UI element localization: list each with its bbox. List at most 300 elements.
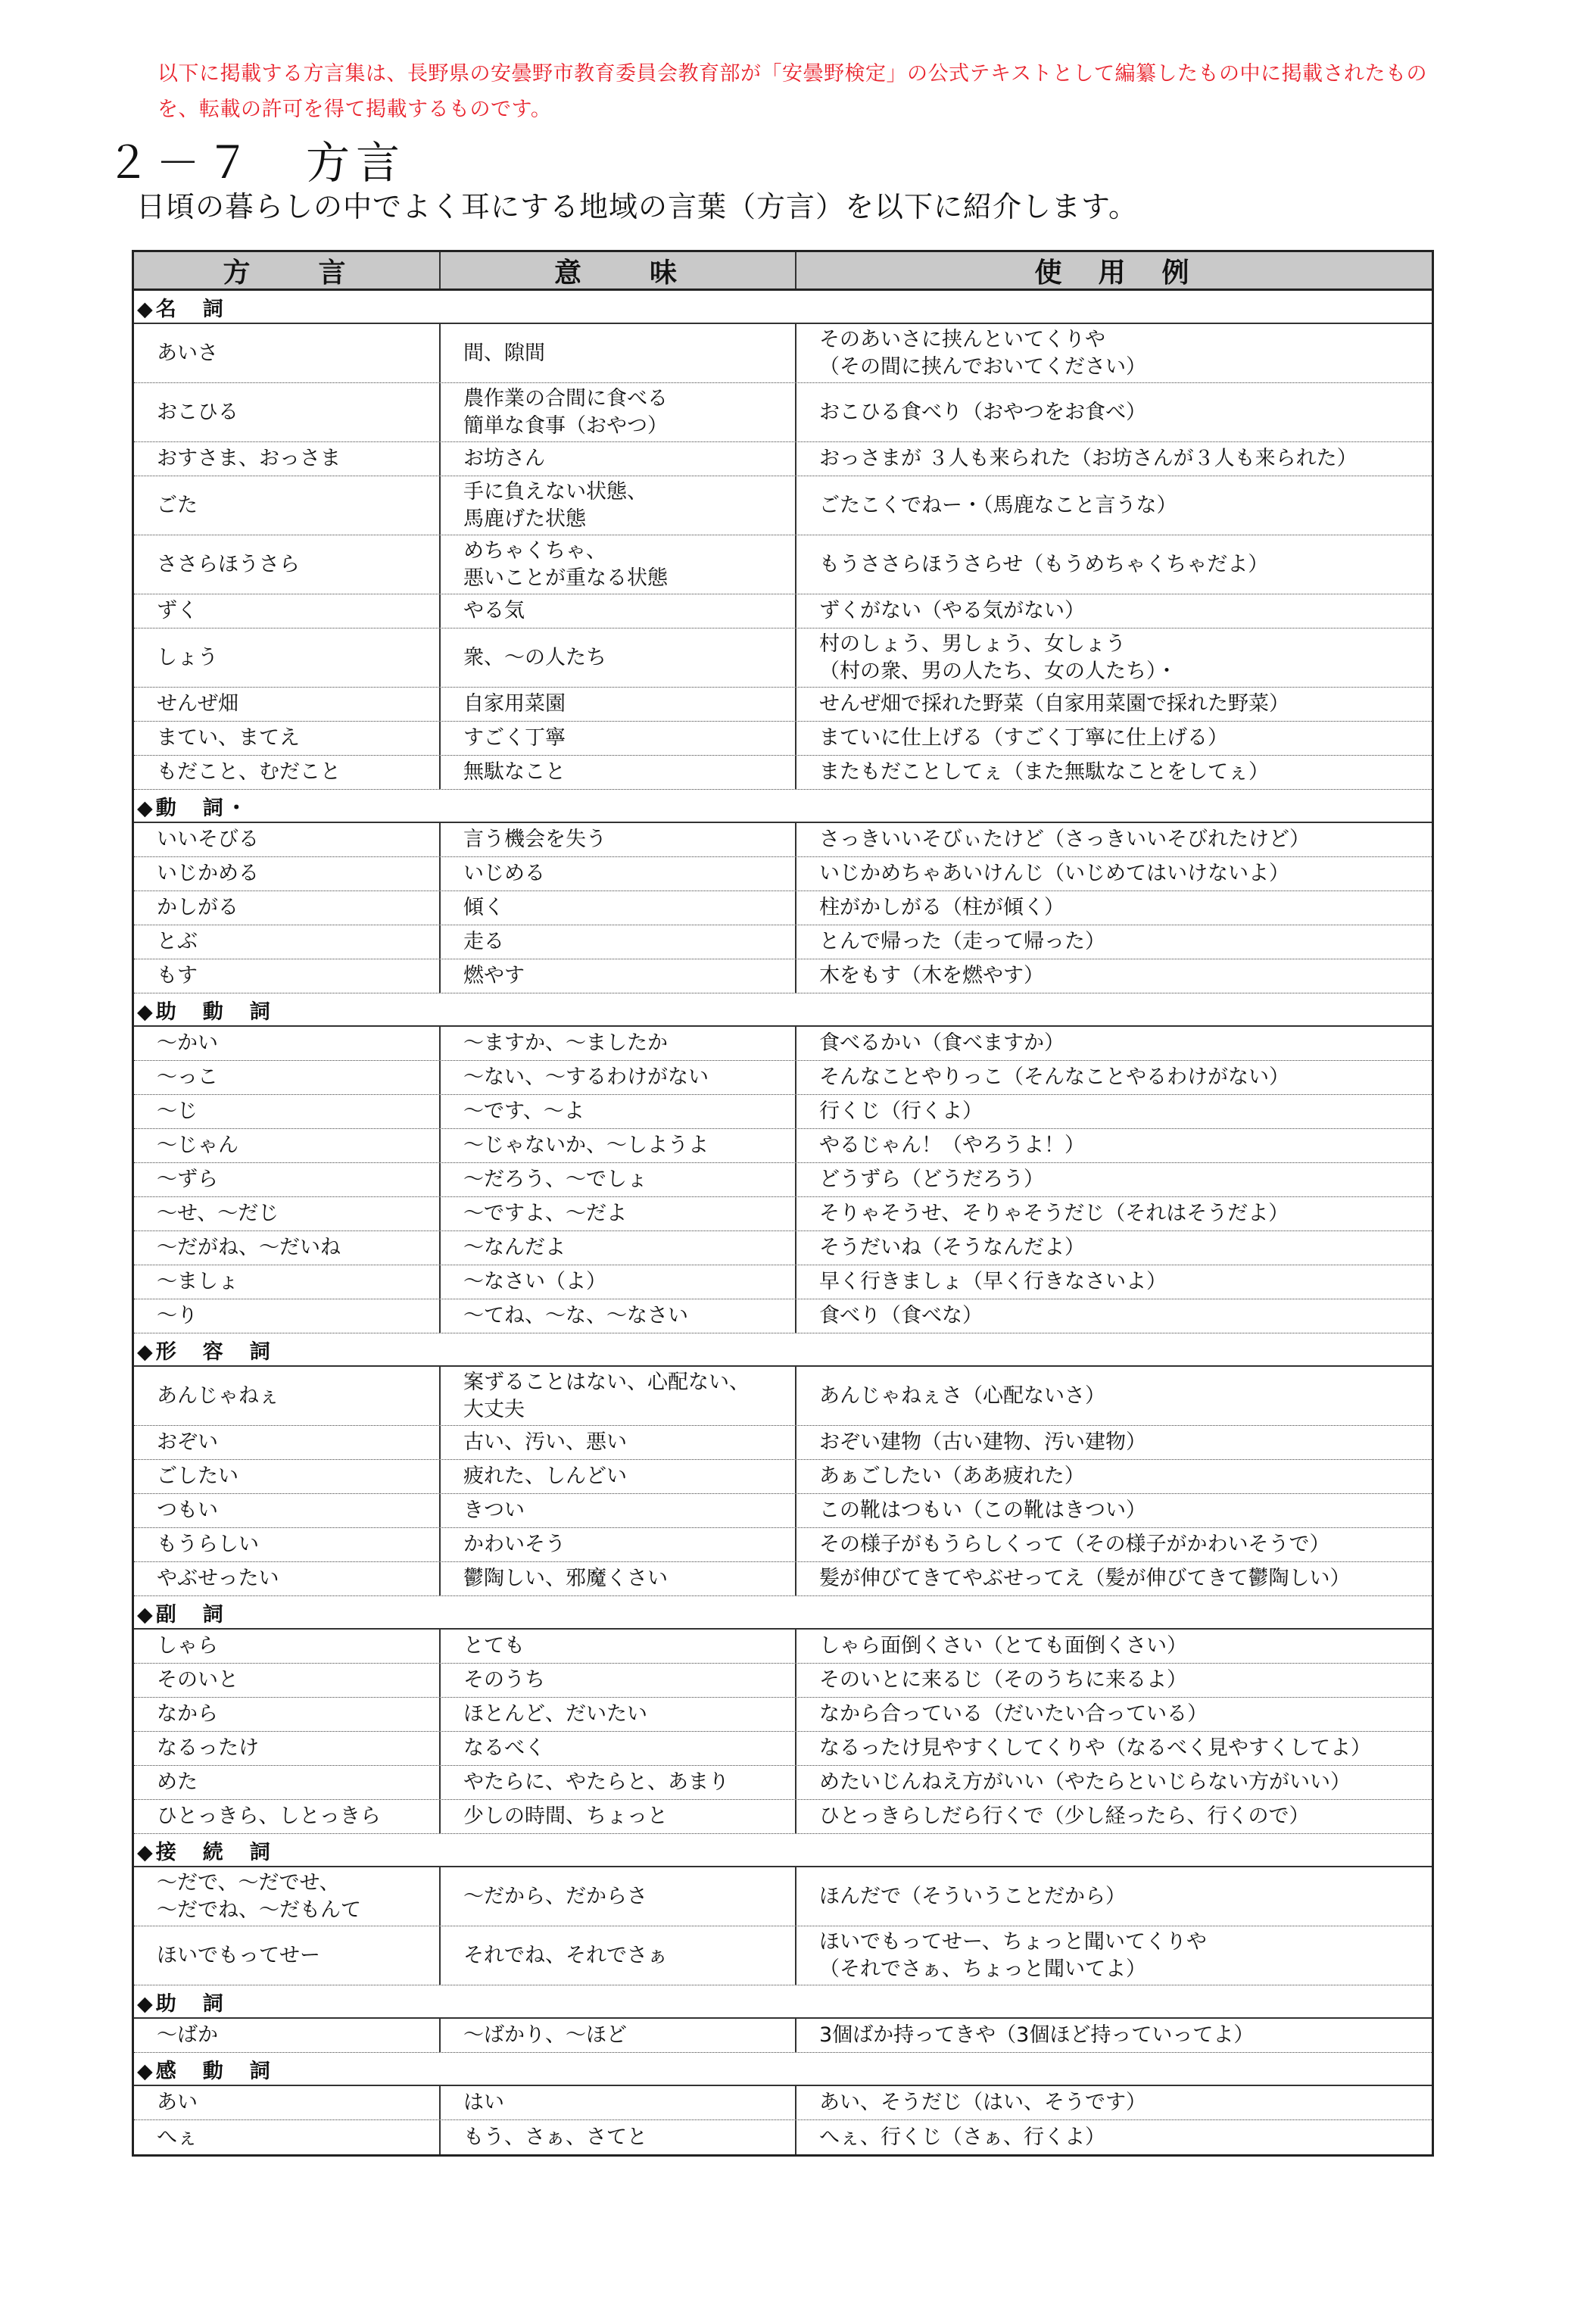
table-row bbox=[134, 1562, 1432, 1596]
example-cell-line: （その間に挟んでおいてください） bbox=[819, 354, 1146, 379]
dialect-cell-line: もだこと、むだこと bbox=[157, 760, 341, 784]
example-cell bbox=[796, 1265, 1432, 1299]
meaning-cell-line: やる気 bbox=[463, 599, 525, 622]
meaning-cell-line: ～なんだよ bbox=[463, 1236, 566, 1259]
dialect-cell-line: へぇ bbox=[157, 2125, 198, 2149]
dialect-cell bbox=[134, 1061, 441, 1094]
meaning-cell-line: 傾く bbox=[463, 896, 504, 919]
meaning-cell bbox=[441, 1095, 796, 1128]
example-cell bbox=[796, 2086, 1432, 2119]
dialect-cell-line: ひとっきら、しとっきら bbox=[157, 1804, 381, 1828]
example-cell-line: そのいとに来るじ（そのうちに来るよ） bbox=[819, 1668, 1187, 1692]
dialect-cell-line: いじかめる bbox=[157, 862, 259, 885]
example-cell-line: （村の衆、男の人たち、女の人たち）・ bbox=[819, 659, 1177, 683]
example-cell-line: いじかめちゃあいけんじ（いじめてはいけないよ） bbox=[819, 862, 1289, 885]
meaning-cell-line: 間、隙間 bbox=[463, 341, 545, 365]
meaning-cell bbox=[441, 1562, 796, 1595]
dialect-cell-line: ～り bbox=[157, 1304, 198, 1327]
table-row bbox=[134, 1299, 1432, 1333]
example-cell bbox=[796, 756, 1432, 789]
dialect-cell bbox=[134, 1867, 441, 1926]
meaning-cell bbox=[441, 1528, 796, 1561]
table-row bbox=[134, 442, 1432, 476]
table-header bbox=[134, 252, 1432, 291]
meaning-cell-line: 自家用菜園 bbox=[463, 692, 566, 716]
header-dialect: 方 言 bbox=[134, 252, 441, 289]
category-header: ◆形 容 詞 bbox=[134, 1333, 1432, 1367]
dialect-cell bbox=[134, 2120, 441, 2154]
example-cell-line: ほいでもってせー、ちょっと聞いてくりや bbox=[819, 1929, 1207, 1954]
meaning-cell bbox=[441, 1664, 796, 1697]
example-cell-line: まていに仕上げる（すごく丁寧に仕上げる） bbox=[819, 726, 1228, 750]
meaning-cell-line: もう、さぁ、さてと bbox=[463, 2125, 647, 2149]
example-cell-line: へぇ、行くじ（さぁ、行くよ） bbox=[819, 2125, 1105, 2149]
dialect-cell bbox=[134, 857, 441, 890]
example-cell-line: なるったけ見やすくしてくりや（なるべく見やすくしてよ） bbox=[819, 1736, 1371, 1760]
dialect-cell bbox=[134, 925, 441, 959]
category-header: ◆感 動 詞 bbox=[134, 2053, 1432, 2086]
dialect-table bbox=[132, 250, 1434, 2157]
meaning-cell bbox=[441, 1129, 796, 1162]
example-cell bbox=[796, 324, 1432, 382]
header-meaning: 意 味 bbox=[441, 252, 796, 289]
meaning-cell-line: そのうち bbox=[463, 1668, 545, 1692]
example-cell bbox=[796, 442, 1432, 476]
example-cell-line: あい、そうだじ（はい、そうです） bbox=[819, 2091, 1146, 2114]
dialect-cell bbox=[134, 476, 441, 535]
table-row bbox=[134, 324, 1432, 383]
dialect-cell-line: そのいと bbox=[157, 1668, 238, 1692]
table-row bbox=[134, 1494, 1432, 1528]
dialect-cell-line: いいそびる bbox=[157, 828, 259, 851]
dialect-cell bbox=[134, 1231, 441, 1265]
dialect-cell-line: もす bbox=[157, 964, 198, 987]
dialect-cell bbox=[134, 1562, 441, 1595]
example-cell bbox=[796, 722, 1432, 755]
dialect-cell-line: ごた bbox=[157, 493, 198, 517]
category-header: ◆名 詞 bbox=[134, 291, 1432, 324]
table-row bbox=[134, 1426, 1432, 1460]
meaning-cell-line: ～ばかり、～ほど bbox=[463, 2023, 627, 2047]
dialect-cell bbox=[134, 823, 441, 856]
category-header: ◆助 詞 bbox=[134, 1985, 1432, 2019]
section-title bbox=[106, 127, 406, 191]
dialect-cell bbox=[134, 1664, 441, 1697]
table-row bbox=[134, 383, 1432, 442]
dialect-cell-line: なから bbox=[157, 1702, 218, 1726]
example-cell-line: さっきいいそびぃたけど（さっきいいそびれたけど） bbox=[819, 828, 1310, 851]
dialect-cell bbox=[134, 1732, 441, 1765]
example-cell bbox=[796, 1299, 1432, 1333]
intro-text: 日頃の暮らしの中でよく耳にする地域の言葉（方言）を以下に紹介します。 bbox=[136, 190, 1138, 223]
meaning-cell bbox=[441, 1800, 796, 1833]
meaning-cell bbox=[441, 1061, 796, 1094]
dialect-cell-line: あんじゃねぇ bbox=[157, 1383, 279, 1408]
example-cell bbox=[796, 1664, 1432, 1697]
example-cell bbox=[796, 1460, 1432, 1493]
table-row bbox=[134, 1163, 1432, 1197]
dialect-cell bbox=[134, 1494, 441, 1527]
table-row bbox=[134, 1231, 1432, 1265]
table-row bbox=[134, 1061, 1432, 1095]
example-cell-line: 早く行きましょ（早く行きなさいよ） bbox=[819, 1270, 1167, 1293]
example-cell-line: そんなことやりっこ（そんなことやるわけがない） bbox=[819, 1065, 1289, 1089]
dialect-cell bbox=[134, 594, 441, 628]
meaning-cell-line: 少しの時間、ちょっと bbox=[463, 1804, 668, 1828]
example-cell-line: もうささらほうさらせ（もうめちゃくちゃだよ） bbox=[819, 552, 1269, 576]
dialect-cell-line: ごしたい bbox=[157, 1464, 238, 1488]
category-header: ◆動 詞・ bbox=[134, 790, 1432, 823]
meaning-cell bbox=[441, 722, 796, 755]
example-cell bbox=[796, 891, 1432, 925]
meaning-cell bbox=[441, 1027, 796, 1060]
table-row bbox=[134, 1129, 1432, 1163]
example-cell-line: そうだいね（そうなんだよ） bbox=[819, 1236, 1085, 1259]
dialect-cell bbox=[134, 688, 441, 721]
dialect-cell bbox=[134, 1460, 441, 1493]
meaning-cell-line: 走る bbox=[463, 930, 504, 953]
example-cell-line: その様子がもうらしくって（その様子がかわいそうで） bbox=[819, 1533, 1330, 1556]
meaning-cell bbox=[441, 1698, 796, 1731]
meaning-cell-line: とても bbox=[463, 1634, 525, 1658]
example-cell bbox=[796, 1163, 1432, 1196]
dialect-cell bbox=[134, 2019, 441, 2052]
dialect-cell bbox=[134, 1095, 441, 1128]
meaning-cell bbox=[441, 1494, 796, 1527]
dialect-cell-line: ほいでもってせー bbox=[157, 1943, 320, 1967]
dialect-cell bbox=[134, 1027, 441, 1060]
meaning-cell-line: 手に負えない状態、 bbox=[463, 479, 647, 504]
meaning-cell bbox=[441, 1732, 796, 1765]
example-cell bbox=[796, 1766, 1432, 1799]
dialect-cell-line: ～だでね、～だもんて bbox=[157, 1898, 361, 1922]
dialect-cell bbox=[134, 1129, 441, 1162]
example-cell-line: 行くじ（行くよ） bbox=[819, 1099, 983, 1123]
table-row bbox=[134, 535, 1432, 594]
example-cell-line: おこひる食べり（おやつをお食べ） bbox=[819, 400, 1146, 424]
example-cell-line: 食べり（食べな） bbox=[819, 1304, 983, 1327]
dialect-cell-line: せんぜ畑 bbox=[157, 692, 238, 716]
meaning-cell-line: かわいそう bbox=[463, 1533, 566, 1556]
dialect-cell bbox=[134, 1265, 441, 1299]
dialect-cell-line: あいさ bbox=[157, 341, 218, 365]
dialect-cell bbox=[134, 1299, 441, 1333]
meaning-cell-line: ～だから、だからさ bbox=[463, 1884, 647, 1908]
table-row bbox=[134, 476, 1432, 535]
example-cell-line: とんで帰った（走って帰った） bbox=[819, 930, 1105, 953]
dialect-cell-line: まてい、まてえ bbox=[157, 726, 300, 750]
dialect-cell bbox=[134, 1426, 441, 1459]
section-heading: 方言 bbox=[306, 137, 407, 189]
example-cell bbox=[796, 857, 1432, 890]
dialect-cell bbox=[134, 1367, 441, 1425]
dialect-cell-line: ～だで、～だでせ、 bbox=[157, 1870, 340, 1895]
category-header: ◆副 詞 bbox=[134, 1596, 1432, 1630]
meaning-cell-line: 燃やす bbox=[463, 964, 525, 987]
example-cell bbox=[796, 1494, 1432, 1527]
dialect-cell-line: ～ばか bbox=[157, 2023, 218, 2047]
dialect-cell-line: おこひる bbox=[157, 400, 238, 424]
example-cell bbox=[796, 1800, 1432, 1833]
dialect-cell bbox=[134, 756, 441, 789]
meaning-cell-line: すごく丁寧 bbox=[463, 726, 566, 750]
example-cell bbox=[796, 1732, 1432, 1765]
meaning-cell-line: 言う機会を失う bbox=[463, 828, 606, 851]
dialect-cell bbox=[134, 2086, 441, 2119]
example-cell-line: 3個ばか持ってきや（3個ほど持っていってよ） bbox=[819, 2023, 1255, 2047]
table-row bbox=[134, 722, 1432, 756]
example-cell-line: せんぜ畑で採れた野菜（自家用菜園で採れた野菜） bbox=[819, 692, 1289, 716]
dialect-cell-line: ～ましょ bbox=[157, 1270, 238, 1293]
table-row bbox=[134, 2120, 1432, 2154]
dialect-cell bbox=[134, 628, 441, 687]
meaning-cell bbox=[441, 959, 796, 993]
dialect-cell-line: つもい bbox=[157, 1499, 218, 1522]
meaning-cell bbox=[441, 1163, 796, 1196]
example-cell-line: 柱がかしがる（柱が傾く） bbox=[819, 896, 1065, 919]
meaning-cell-line: 農作業の合間に食べる bbox=[463, 386, 668, 410]
example-cell bbox=[796, 823, 1432, 856]
example-cell bbox=[796, 1630, 1432, 1663]
table-row bbox=[134, 823, 1432, 857]
example-cell-line: ひとっきらしだら行くで（少し経ったら、行くので） bbox=[819, 1804, 1310, 1828]
example-cell-line: ほんだで（そういうことだから） bbox=[819, 1884, 1126, 1908]
table-row bbox=[134, 1095, 1432, 1129]
example-cell-line: なから合っている（だいたい合っている） bbox=[819, 1702, 1208, 1726]
dialect-cell bbox=[134, 1926, 441, 1985]
table-row bbox=[134, 959, 1432, 993]
meaning-cell bbox=[441, 324, 796, 382]
meaning-cell-line: 衆、～の人たち bbox=[463, 645, 606, 669]
meaning-cell bbox=[441, 1231, 796, 1265]
meaning-cell-line: いじめる bbox=[463, 862, 545, 885]
example-cell-line: おぞい建物（古い建物、汚い建物） bbox=[819, 1430, 1146, 1454]
meaning-cell-line: きつい bbox=[463, 1499, 525, 1522]
example-cell bbox=[796, 383, 1432, 441]
example-cell bbox=[796, 2019, 1432, 2052]
table-row bbox=[134, 1197, 1432, 1231]
table-row bbox=[134, 1460, 1432, 1494]
table-row bbox=[134, 1027, 1432, 1061]
meaning-cell bbox=[441, 1630, 796, 1663]
example-cell bbox=[796, 1197, 1432, 1230]
example-cell bbox=[796, 925, 1432, 959]
example-cell bbox=[796, 1061, 1432, 1094]
meaning-cell-line: ～なさい（よ） bbox=[463, 1270, 606, 1293]
meaning-cell-line: 疲れた、しんどい bbox=[463, 1464, 627, 1488]
table-row bbox=[134, 1800, 1432, 1834]
example-cell bbox=[796, 959, 1432, 993]
example-cell bbox=[796, 1926, 1432, 1985]
example-cell bbox=[796, 628, 1432, 687]
example-cell-line: ずくがない（やる気がない） bbox=[819, 599, 1085, 622]
table-row bbox=[134, 688, 1432, 722]
meaning-cell bbox=[441, 1867, 796, 1926]
dialect-cell-line: ささらほうさら bbox=[157, 552, 300, 576]
meaning-cell bbox=[441, 1426, 796, 1459]
table-row bbox=[134, 756, 1432, 790]
example-cell-line: 木をもす（木を燃やす） bbox=[819, 964, 1044, 987]
table-row bbox=[134, 1630, 1432, 1664]
meaning-cell bbox=[441, 442, 796, 476]
meaning-cell bbox=[441, 2120, 796, 2154]
meaning-cell-line: お坊さん bbox=[463, 447, 545, 470]
meaning-cell-line: やたらに、やたらと、あまり bbox=[463, 1770, 729, 1794]
dialect-cell-line: しょう bbox=[157, 645, 218, 669]
example-cell bbox=[796, 1129, 1432, 1162]
dialect-cell bbox=[134, 535, 441, 594]
meaning-cell-line: 悪いことが重なる状態 bbox=[463, 566, 668, 590]
meaning-cell-line: それでね、それでさぁ bbox=[463, 1943, 668, 1967]
table-row bbox=[134, 628, 1432, 688]
meaning-cell-line: ～ない、～するわけがない bbox=[463, 1065, 709, 1089]
meaning-cell bbox=[441, 1299, 796, 1333]
table-row bbox=[134, 891, 1432, 925]
meaning-cell bbox=[441, 476, 796, 535]
table-row bbox=[134, 1698, 1432, 1732]
meaning-cell bbox=[441, 925, 796, 959]
table-row bbox=[134, 1926, 1432, 1985]
example-cell-line: またもだことしてぇ（また無駄なことをしてぇ） bbox=[819, 760, 1269, 784]
meaning-cell-line: ～ですよ、～だよ bbox=[463, 1202, 627, 1225]
meaning-cell-line: ほとんど、だいたい bbox=[463, 1702, 647, 1726]
dialect-cell-line: めた bbox=[157, 1770, 198, 1794]
dialect-cell-line: ～だがね、～だいね bbox=[157, 1236, 341, 1259]
meaning-cell bbox=[441, 1265, 796, 1299]
meaning-cell bbox=[441, 1766, 796, 1799]
example-cell bbox=[796, 1027, 1432, 1060]
dialect-cell bbox=[134, 1163, 441, 1196]
example-cell bbox=[796, 2120, 1432, 2154]
meaning-cell-line: 簡単な食事（おやつ） bbox=[463, 413, 668, 438]
dialect-cell bbox=[134, 1698, 441, 1731]
dialect-cell bbox=[134, 383, 441, 441]
dialect-cell bbox=[134, 1766, 441, 1799]
example-cell bbox=[796, 535, 1432, 594]
meaning-cell-line: ～てね、～な、～なさい bbox=[463, 1304, 688, 1327]
dialect-cell-line: あい bbox=[157, 2091, 198, 2114]
meaning-cell bbox=[441, 1197, 796, 1230]
example-cell bbox=[796, 1528, 1432, 1561]
notice-text: 以下に掲載する方言集は、長野県の安曇野市教育委員会教育部が「安曇野検定」の公式テキストとして編纂したもの中に掲載されたものを、転載の許可を得て掲載するものです。 bbox=[157, 62, 1427, 121]
meaning-cell bbox=[441, 1460, 796, 1493]
example-cell bbox=[796, 1367, 1432, 1425]
example-cell-line: 食べるかい（食べますか） bbox=[819, 1031, 1065, 1055]
dialect-cell-line: おすさま、おっさま bbox=[157, 447, 341, 470]
table-row bbox=[134, 1265, 1432, 1299]
dialect-cell bbox=[134, 722, 441, 755]
meaning-cell-line: 無駄なこと bbox=[463, 760, 566, 784]
meaning-cell bbox=[441, 891, 796, 925]
category-header: ◆接 続 詞 bbox=[134, 1834, 1432, 1867]
meaning-cell bbox=[441, 535, 796, 594]
meaning-cell-line: なるべく bbox=[463, 1736, 545, 1760]
example-cell-line: 村のしょう、男しょう、女しょう bbox=[819, 632, 1126, 656]
example-cell-line: 髪が伸びてきてやぶせってえ（髪が伸びてきて鬱陶しい） bbox=[819, 1567, 1351, 1590]
meaning-cell bbox=[441, 857, 796, 890]
table-row bbox=[134, 594, 1432, 628]
example-cell bbox=[796, 1867, 1432, 1926]
example-cell bbox=[796, 1231, 1432, 1265]
meaning-cell bbox=[441, 688, 796, 721]
meaning-cell-line: ～ますか、～ましたか bbox=[463, 1031, 668, 1055]
example-cell-line: あんじゃねぇさ（心配ないさ） bbox=[819, 1383, 1105, 1408]
dialect-cell-line: ～せ、～だじ bbox=[157, 1202, 279, 1225]
dialect-cell-line: もうらしい bbox=[157, 1533, 259, 1556]
meaning-cell-line: 古い、汚い、悪い bbox=[463, 1430, 627, 1454]
meaning-cell bbox=[441, 823, 796, 856]
dialect-cell bbox=[134, 442, 441, 476]
table-row bbox=[134, 1867, 1432, 1926]
meaning-cell-line: 大丈夫 bbox=[463, 1397, 525, 1421]
meaning-cell bbox=[441, 594, 796, 628]
dialect-cell-line: おぞい bbox=[157, 1430, 218, 1454]
dialect-cell-line: ～じ bbox=[157, 1099, 198, 1123]
meaning-cell-line: はい bbox=[463, 2091, 504, 2114]
dialect-cell bbox=[134, 324, 441, 382]
table-row bbox=[134, 857, 1432, 891]
example-cell bbox=[796, 688, 1432, 721]
dialect-cell-line: とぶ bbox=[157, 930, 198, 953]
meaning-cell bbox=[441, 2019, 796, 2052]
example-cell-line: そのあいさに挟んといてくりや bbox=[819, 327, 1105, 351]
table-row bbox=[134, 2086, 1432, 2120]
meaning-cell-line: ～です、～よ bbox=[463, 1099, 584, 1123]
example-cell bbox=[796, 1426, 1432, 1459]
meaning-cell-line: ～だろう、～でしょ bbox=[463, 1168, 647, 1191]
example-cell-line: そりゃそうせ、そりゃそうだじ（それはそうだよ） bbox=[819, 1202, 1289, 1225]
example-cell-line: めたいじんねえ方がいい（やたらといじらない方がいい） bbox=[819, 1770, 1351, 1794]
meaning-cell-line: 鬱陶しい、邪魔くさい bbox=[463, 1567, 668, 1590]
dialect-cell bbox=[134, 1800, 441, 1833]
example-cell bbox=[796, 594, 1432, 628]
table-row bbox=[134, 925, 1432, 959]
meaning-cell bbox=[441, 2086, 796, 2119]
example-cell-line: どうずら（どうだろう） bbox=[819, 1168, 1044, 1191]
example-cell-line: この靴はつもい（この靴はきつい） bbox=[819, 1499, 1146, 1522]
dialect-cell bbox=[134, 1630, 441, 1663]
example-cell-line: （それでさぁ、ちょっと聞いてよ） bbox=[819, 1957, 1146, 1981]
example-cell bbox=[796, 1562, 1432, 1595]
table-row bbox=[134, 1732, 1432, 1766]
example-cell-line: あぁごしたい（ああ疲れた） bbox=[819, 1464, 1085, 1488]
dialect-cell-line: ～じゃん bbox=[157, 1134, 238, 1157]
meaning-cell bbox=[441, 1367, 796, 1425]
dialect-cell-line: なるったけ bbox=[157, 1736, 259, 1760]
dialect-cell-line: ～っこ bbox=[157, 1065, 218, 1089]
dialect-cell-line: しゃら bbox=[157, 1634, 218, 1658]
meaning-cell bbox=[441, 628, 796, 687]
example-cell bbox=[796, 1095, 1432, 1128]
dialect-cell-line: かしがる bbox=[157, 896, 238, 919]
example-cell-line: ごたこくでねー・（馬鹿なこと言うな） bbox=[819, 493, 1177, 517]
meaning-cell-line: ～じゃないか、～しようよ bbox=[463, 1134, 709, 1157]
example-cell-line: おっさまが ３人も来られた（お坊さんが３人も来られた） bbox=[819, 447, 1358, 470]
dialect-cell-line: ～かい bbox=[157, 1031, 218, 1055]
dialect-cell bbox=[134, 891, 441, 925]
meaning-cell-line: 馬鹿げた状態 bbox=[463, 507, 586, 531]
dialect-cell bbox=[134, 959, 441, 993]
example-cell-line: しゃら面倒くさい（とても面倒くさい） bbox=[819, 1634, 1187, 1658]
dialect-cell-line: ～ずら bbox=[157, 1168, 218, 1191]
table-row bbox=[134, 2019, 1432, 2053]
header-example: 使 用 例 bbox=[1034, 257, 1194, 289]
category-header: ◆助 動 詞 bbox=[134, 993, 1432, 1027]
example-cell bbox=[796, 476, 1432, 535]
table-row bbox=[134, 1766, 1432, 1800]
section-number: ２－７ bbox=[106, 137, 257, 189]
meaning-cell-line: 案ずることはない、心配ない、 bbox=[463, 1370, 750, 1394]
